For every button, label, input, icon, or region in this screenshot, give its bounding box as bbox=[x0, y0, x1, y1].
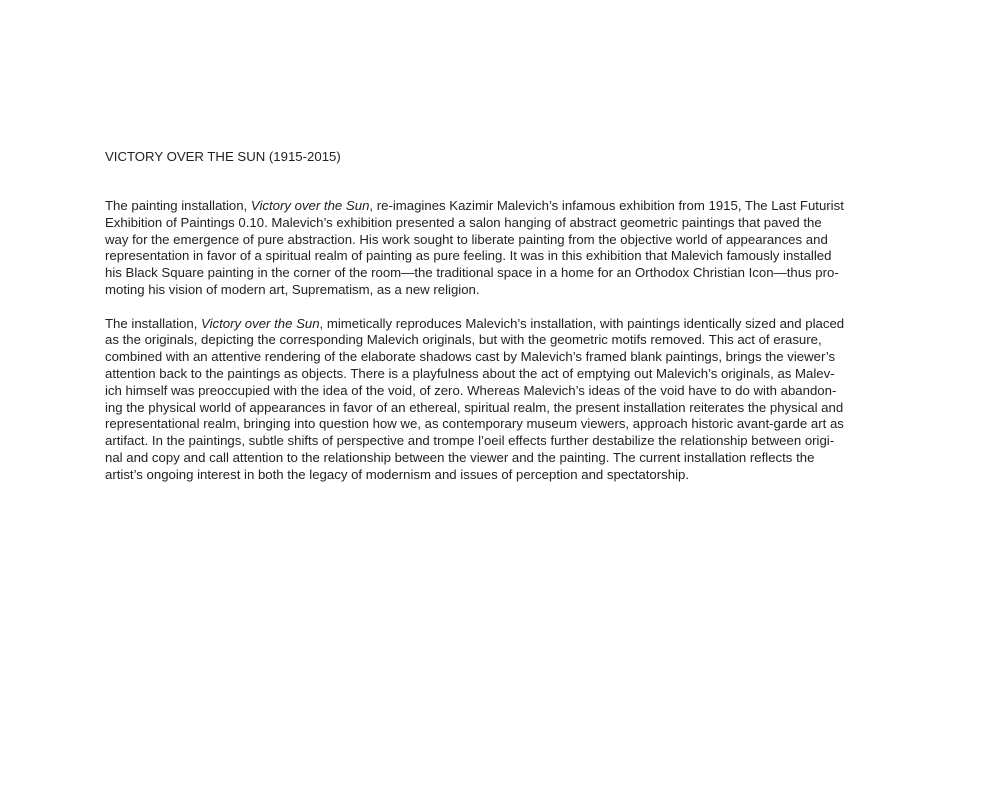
text-segment: Exhibition of Paintings 0.10. Malevich’s exhibition presented a salon hanging of abstract geometric paintings that paved the bbox=[105, 214, 822, 230]
text-segment: artifact. In the paintings, subtle shifts of perspective and trompe l’oeil effects further destabilize the relationship between origi- bbox=[105, 433, 835, 449]
paragraph-installation bbox=[105, 316, 905, 484]
text-line bbox=[105, 282, 905, 299]
text-segment: way for the emergence of pure abstraction. His work sought to liberate painting from the objective world of appearances and bbox=[105, 231, 828, 247]
text-segment: artist’s ongoing interest in both the legacy of modernism and issues of perception and spectatorship. bbox=[105, 466, 690, 482]
text-segment: , re-imagines Kazimir Malevich’s infamous exhibition from 1915, The Last Futurist bbox=[369, 198, 844, 213]
text-segment: representational realm, bringing into question how we, as contemporary museum viewers, approach historic avant-garde art as bbox=[105, 416, 844, 432]
text-segment: his Black Square painting in the corner of the room—the traditional space in a home for an Orthodox Christian Icon—thus pro- bbox=[105, 265, 839, 281]
document-page bbox=[105, 148, 905, 484]
text-line bbox=[105, 316, 905, 333]
text-line bbox=[105, 467, 905, 484]
text-line bbox=[105, 416, 905, 433]
italic-title: Victory over the Sun bbox=[201, 315, 320, 331]
italic-title: Victory over the Sun bbox=[250, 198, 370, 213]
text-segment: nal and copy and call attention to the relationship between the viewer and the painting. The current installation reflects the bbox=[105, 449, 815, 465]
text-segment: moting his vision of modern art, Suprematism, as a new religion. bbox=[105, 281, 480, 297]
text-line bbox=[105, 232, 905, 249]
paragraph-intro bbox=[105, 198, 905, 299]
text-segment: , mimetically reproduces Malevich’s installation, with paintings identically sized and placed bbox=[319, 315, 845, 331]
text-segment: The installation, bbox=[105, 315, 202, 331]
text-segment: attention back to the paintings as objects. There is a playfulness about the act of emptying out Malevich’s originals, as Malev- bbox=[105, 365, 835, 381]
text-line bbox=[105, 215, 905, 232]
text-segment: combined with an attentive rendering of the elaborate shadows cast by Malevich’s framed blank paintings, brings the viewer’s bbox=[105, 349, 836, 365]
text-segment: as the originals, depicting the corresponding Malevich originals, but with the geometric motifs removed. This act of erasure, bbox=[105, 332, 822, 348]
text-line bbox=[105, 366, 905, 383]
document-title: VICTORY OVER THE SUN (1915-2015) bbox=[105, 149, 341, 164]
text-line bbox=[105, 349, 905, 366]
text-line bbox=[105, 265, 905, 282]
text-line bbox=[105, 248, 905, 265]
text-line bbox=[105, 332, 905, 349]
text-line bbox=[105, 450, 905, 467]
text-segment: ing the physical world of appearances in favor of an ethereal, spiritual realm, the present installation reiterates the physical and bbox=[105, 399, 844, 415]
text-line bbox=[105, 383, 905, 400]
text-segment: representation in favor of a spiritual realm of painting as pure feeling. It was in this exhibition that Malevich famously installed bbox=[105, 248, 832, 264]
text-line bbox=[105, 433, 905, 450]
text-line bbox=[105, 198, 905, 215]
text-line bbox=[105, 400, 905, 417]
text-segment: The painting installation, bbox=[105, 198, 251, 213]
text-segment: ich himself was preoccupied with the idea of the void, of zero. Whereas Malevich’s ideas of the void have to do with abandon- bbox=[105, 382, 837, 398]
paragraph-gap bbox=[105, 299, 905, 316]
